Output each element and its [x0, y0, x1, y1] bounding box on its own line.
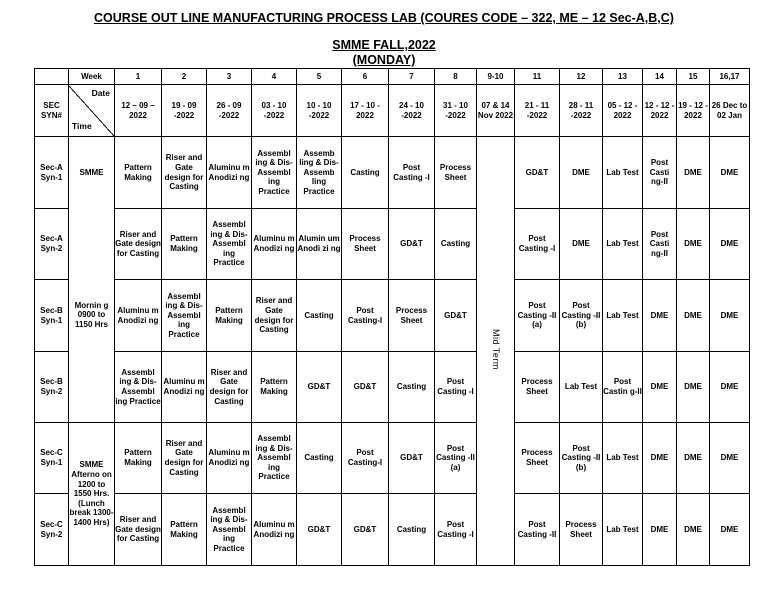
week-date: 17 - 10 - 2022 — [342, 85, 389, 137]
schedule-cell: Casting — [342, 137, 389, 209]
week-number: 15 — [677, 69, 710, 85]
schedule-cell: GD&T — [389, 423, 435, 494]
schedule-cell: Process Sheet — [342, 209, 389, 280]
empty-cell — [35, 69, 69, 85]
schedule-cell: Post Casti ng-II — [643, 137, 677, 209]
group-afternoon: SMME Afterno on 1200 to 1550 Hrs. (Lunch break 1300-1400 Hrs) — [69, 423, 115, 566]
schedule-cell: DME — [560, 209, 603, 280]
schedule-cell: Assembl ing & Dis-Assembl ing Practice — [252, 423, 297, 494]
schedule-cell: Aluminu m Anodizi ng — [207, 137, 252, 209]
schedule-cell: Aluminu m Anodizi ng — [252, 209, 297, 280]
schedule-cell: GD&T — [515, 137, 560, 209]
schedule-cell: Process Sheet — [515, 352, 560, 423]
week-date: 21 - 11 -2022 — [515, 85, 560, 137]
week-number: 1 — [115, 69, 162, 85]
schedule-cell: Pattern Making — [162, 209, 207, 280]
group-morning-time: Mornin g 0900 to 1150 Hrs — [69, 209, 115, 423]
schedule-cell: Post Casting -II (a) — [515, 280, 560, 352]
schedule-cell: Lab Test — [603, 137, 643, 209]
schedule-cell: DME — [710, 280, 750, 352]
schedule-cell: Riser and Gate design for Casting — [162, 423, 207, 494]
schedule-cell: Assembl ing & Dis-Assembl ing Practice — [207, 209, 252, 280]
schedule-cell: Casting — [389, 352, 435, 423]
schedule-cell: DME — [677, 494, 710, 566]
schedule-cell: DME — [677, 137, 710, 209]
schedule-cell: Process Sheet — [560, 494, 603, 566]
week-number: 13 — [603, 69, 643, 85]
week-number: 6 — [342, 69, 389, 85]
schedule-cell: Lab Test — [603, 280, 643, 352]
schedule-table — [34, 68, 750, 566]
schedule-cell: DME — [677, 352, 710, 423]
section-label: Sec-A Syn-1 — [35, 137, 69, 209]
schedule-cell: Riser and Gate design for Casting — [115, 494, 162, 566]
schedule-cell: Post Casting-I — [342, 280, 389, 352]
schedule-cell: Assembl ing & Dis-Assembl ing Practice — [207, 494, 252, 566]
schedule-cell: Riser and Gate design for Casting — [115, 209, 162, 280]
schedule-cell: DME — [677, 280, 710, 352]
schedule-cell: DME — [710, 423, 750, 494]
section-label: Sec-B Syn-1 — [35, 280, 69, 352]
schedule-cell: Casting — [297, 280, 342, 352]
week-number: 4 — [252, 69, 297, 85]
section-label: Sec-B Syn-2 — [35, 352, 69, 423]
week-date: 07 & 14 Nov 2022 — [477, 85, 515, 137]
schedule-cell: Lab Test — [603, 494, 643, 566]
corner-time-label: Time — [72, 121, 92, 132]
term-title: SMME FALL,2022 — [332, 38, 436, 52]
schedule-cell: Aluminu m Anodizi ng — [115, 280, 162, 352]
group-morning: SMME — [69, 137, 115, 209]
schedule-cell: DME — [710, 137, 750, 209]
schedule-cell: Assembl ing & Dis-Assembl ing Practice — [162, 280, 207, 352]
schedule-cell: Riser and Gate design for Casting — [252, 280, 297, 352]
week-date: 05 - 12 - 2022 — [603, 85, 643, 137]
week-number: 2 — [162, 69, 207, 85]
schedule-cell: Lab Test — [603, 209, 643, 280]
week-date: 26 - 09 -2022 — [207, 85, 252, 137]
schedule-cell: Post Casting -II (b) — [560, 423, 603, 494]
schedule-cell: GD&T — [342, 352, 389, 423]
week-number: 5 — [297, 69, 342, 85]
schedule-cell: DME — [560, 137, 603, 209]
schedule-cell: Pattern Making — [162, 494, 207, 566]
table-row — [35, 209, 750, 280]
week-number: 11 — [515, 69, 560, 85]
schedule-cell: Post Casting -I — [515, 209, 560, 280]
schedule-cell: Post Castin g-II — [603, 352, 643, 423]
schedule-cell: Post Casting -I — [389, 137, 435, 209]
schedule-cell: GD&T — [389, 209, 435, 280]
schedule-cell: Casting — [297, 423, 342, 494]
midterm-label: Mid Term — [490, 329, 501, 371]
week-number: 3 — [207, 69, 252, 85]
schedule-cell: GD&T — [297, 494, 342, 566]
schedule-cell: Post Casting -I — [435, 352, 477, 423]
sec-header: SEC SYN# — [35, 85, 69, 137]
week-date: 31 - 10 -2022 — [435, 85, 477, 137]
schedule-cell: DME — [677, 209, 710, 280]
document-title: COURSE OUT LINE MANUFACTURING PROCESS LAB (COURES CODE – 322, ME – 12 Sec-A,B,C) — [94, 11, 674, 25]
week-date: 19 - 09 -2022 — [162, 85, 207, 137]
schedule-cell: DME — [710, 352, 750, 423]
schedule-cell: DME — [643, 423, 677, 494]
week-number: 7 — [389, 69, 435, 85]
week-date: 12 - 12 - 2022 — [643, 85, 677, 137]
week-date: 12 – 09 – 2022 — [115, 85, 162, 137]
week-date: 26 Dec to 02 Jan — [710, 85, 750, 137]
schedule-cell: DME — [643, 352, 677, 423]
table-row — [35, 494, 750, 566]
corner-date-label: Date — [91, 87, 110, 98]
schedule-cell: Post Casting -II (a) — [435, 423, 477, 494]
schedule-cell: Aluminu m Anodizi ng — [207, 423, 252, 494]
schedule-cell: Lab Test — [603, 423, 643, 494]
schedule-cell: Process Sheet — [515, 423, 560, 494]
week-date: 10 - 10 -2022 — [297, 85, 342, 137]
week-number: 8 — [435, 69, 477, 85]
week-date: 28 - 11 -2022 — [560, 85, 603, 137]
date-time-corner — [69, 85, 115, 137]
day-title: (MONDAY) — [352, 53, 416, 67]
schedule-cell: Post Casting -II — [515, 494, 560, 566]
schedule-cell: Pattern Making — [115, 423, 162, 494]
week-number: 12 — [560, 69, 603, 85]
schedule-cell: Post Casting-I — [342, 423, 389, 494]
schedule-cell: GD&T — [435, 280, 477, 352]
schedule-cell: Assemb ling & Dis-Assemb ling Practice — [297, 137, 342, 209]
week-row — [35, 69, 750, 85]
schedule-cell: DME — [677, 423, 710, 494]
schedule-cell: Assembl ing & Dis-Assembl ing Practice — [252, 137, 297, 209]
schedule-cell: Aluminu m Anodizi ng — [162, 352, 207, 423]
table-row — [35, 137, 750, 209]
section-label: Sec-C Syn-2 — [35, 494, 69, 566]
week-label: Week — [69, 69, 115, 85]
table-row — [35, 423, 750, 494]
schedule-cell: Casting — [389, 494, 435, 566]
schedule-cell: Casting — [435, 209, 477, 280]
week-date: 03 - 10 -2022 — [252, 85, 297, 137]
schedule-cell: DME — [643, 494, 677, 566]
schedule-cell: Assembl ing & Dis-Assembl ing Practice — [115, 352, 162, 423]
week-number: 16,17 — [710, 69, 750, 85]
date-row — [35, 85, 750, 137]
week-number: 9-10 — [477, 69, 515, 85]
schedule-cell: Pattern Making — [252, 352, 297, 423]
section-label: Sec-A Syn-2 — [35, 209, 69, 280]
schedule-cell: GD&T — [297, 352, 342, 423]
schedule-cell: Post Casti ng-II — [643, 209, 677, 280]
week-date: 19 - 12 - 2022 — [677, 85, 710, 137]
schedule-cell: Riser and Gate design for Casting — [162, 137, 207, 209]
schedule-cell: GD&T — [342, 494, 389, 566]
schedule-cell: DME — [710, 494, 750, 566]
schedule-cell: Process Sheet — [389, 280, 435, 352]
schedule-cell: Riser and Gate design for Casting — [207, 352, 252, 423]
week-date: 24 - 10 -2022 — [389, 85, 435, 137]
schedule-cell: Pattern Making — [207, 280, 252, 352]
schedule-cell: Alumin um Anodi zi ng — [297, 209, 342, 280]
table-row — [35, 280, 750, 352]
midterm-cell — [477, 137, 515, 566]
schedule-cell: Pattern Making — [115, 137, 162, 209]
schedule-cell: Aluminu m Anodizi ng — [252, 494, 297, 566]
schedule-cell: DME — [710, 209, 750, 280]
schedule-cell: DME — [643, 280, 677, 352]
week-number: 14 — [643, 69, 677, 85]
schedule-cell: Process Sheet — [435, 137, 477, 209]
table-row — [35, 352, 750, 423]
schedule-cell: Post Casting -I — [435, 494, 477, 566]
section-label: Sec-C Syn-1 — [35, 423, 69, 494]
schedule-cell: Post Casting -II (b) — [560, 280, 603, 352]
schedule-cell: Lab Test — [560, 352, 603, 423]
